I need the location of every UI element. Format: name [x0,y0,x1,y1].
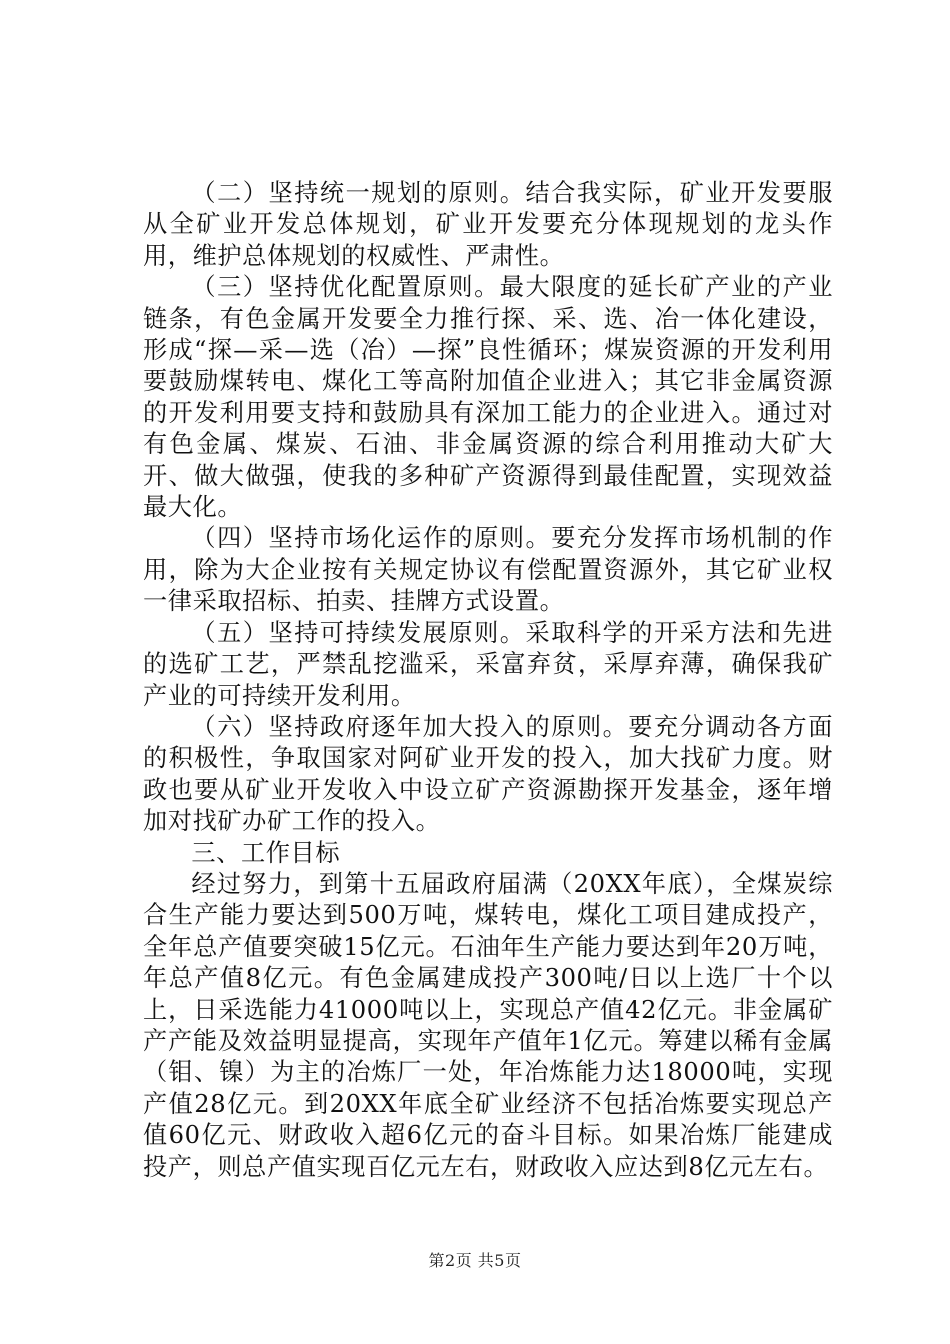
paragraph-principle-4: （四）坚持市场化运作的原则。要充分发挥市场机制的作用，除为大企业按有关规定协议有偿配置资源外，其它矿业权一律采取招标、拍卖、挂牌方式设置。 [143,524,833,616]
page-footer [0,1248,950,1271]
section-heading-work-goals: 三、工作目标 [191,838,341,867]
paragraph-work-goals: 经过努力，到第十五届政府届满（20XX年底），全煤炭综合生产能力要达到500万吨，煤转电，煤化工项目建成投产，全年总产值要突破15亿元。石油年生产能力要达到年20万吨，年总产值8亿元。有色金属建成投产300吨/日以上选厂十个以上，日采选能力41000吨以上，实现总产值42亿元。非金属矿产产能及效益明显提高，实现年产值年1亿元。筹建以稀有金属（钼、镍）为主的冶炼厂一处，年冶炼能力达18000吨，实现产值28亿元。到20XX年底全矿业经济不包括冶炼要实现总产值60亿元、财政收入超6亿元的奋斗目标。如果冶炼厂能建成投产，则总产值实现百亿元左右，财政收入应达到8亿元左右。 [143,869,833,1181]
paragraph-principle-2: （二）坚持统一规划的原则。结合我实际，矿业开发要服从全矿业开发总体规划，矿业开发要充分体现规划的龙头作用，维护总体规划的权威性、严肃性。 [143,179,833,270]
page-number-label: 第2页 共5页 [428,1251,522,1270]
paragraph-principle-6: （六）坚持政府逐年加大投入的原则。要充分调动各方面的积极性，争取国家对阿矿业开发的投入，加大找矿力度。财政也要从矿业开发收入中设立矿产资源勘探开发基金，逐年增加对找矿办矿工作的投入。 [143,712,833,836]
paragraph-principle-3: （三）坚持优化配置原则。最大限度的延长矿产业的产业链条，有色金属开发要全力推行探、采、选、冶一体化建设，形成“探—采—选（冶）—探”良性循环；煤炭资源的开发利用要鼓励煤转电、煤化工等高附加值企业进入；其它非金属资源的开发利用要支持和鼓励具有深加工能力的企业进入。通过对有色金属、煤炭、石油、非金属资源的综合利用推动大矿大开、做大做强，使我的多种矿产资源得到最佳配置，实现效益最大化。 [143,273,833,522]
document-body [143,178,833,1183]
paragraph-principle-5: （五）坚持可持续发展原则。采取科学的开采方法和先进的选矿工艺，严禁乱挖滥采，采富弃贫，采厚弃薄，确保我矿产业的可持续开发利用。 [143,618,833,710]
